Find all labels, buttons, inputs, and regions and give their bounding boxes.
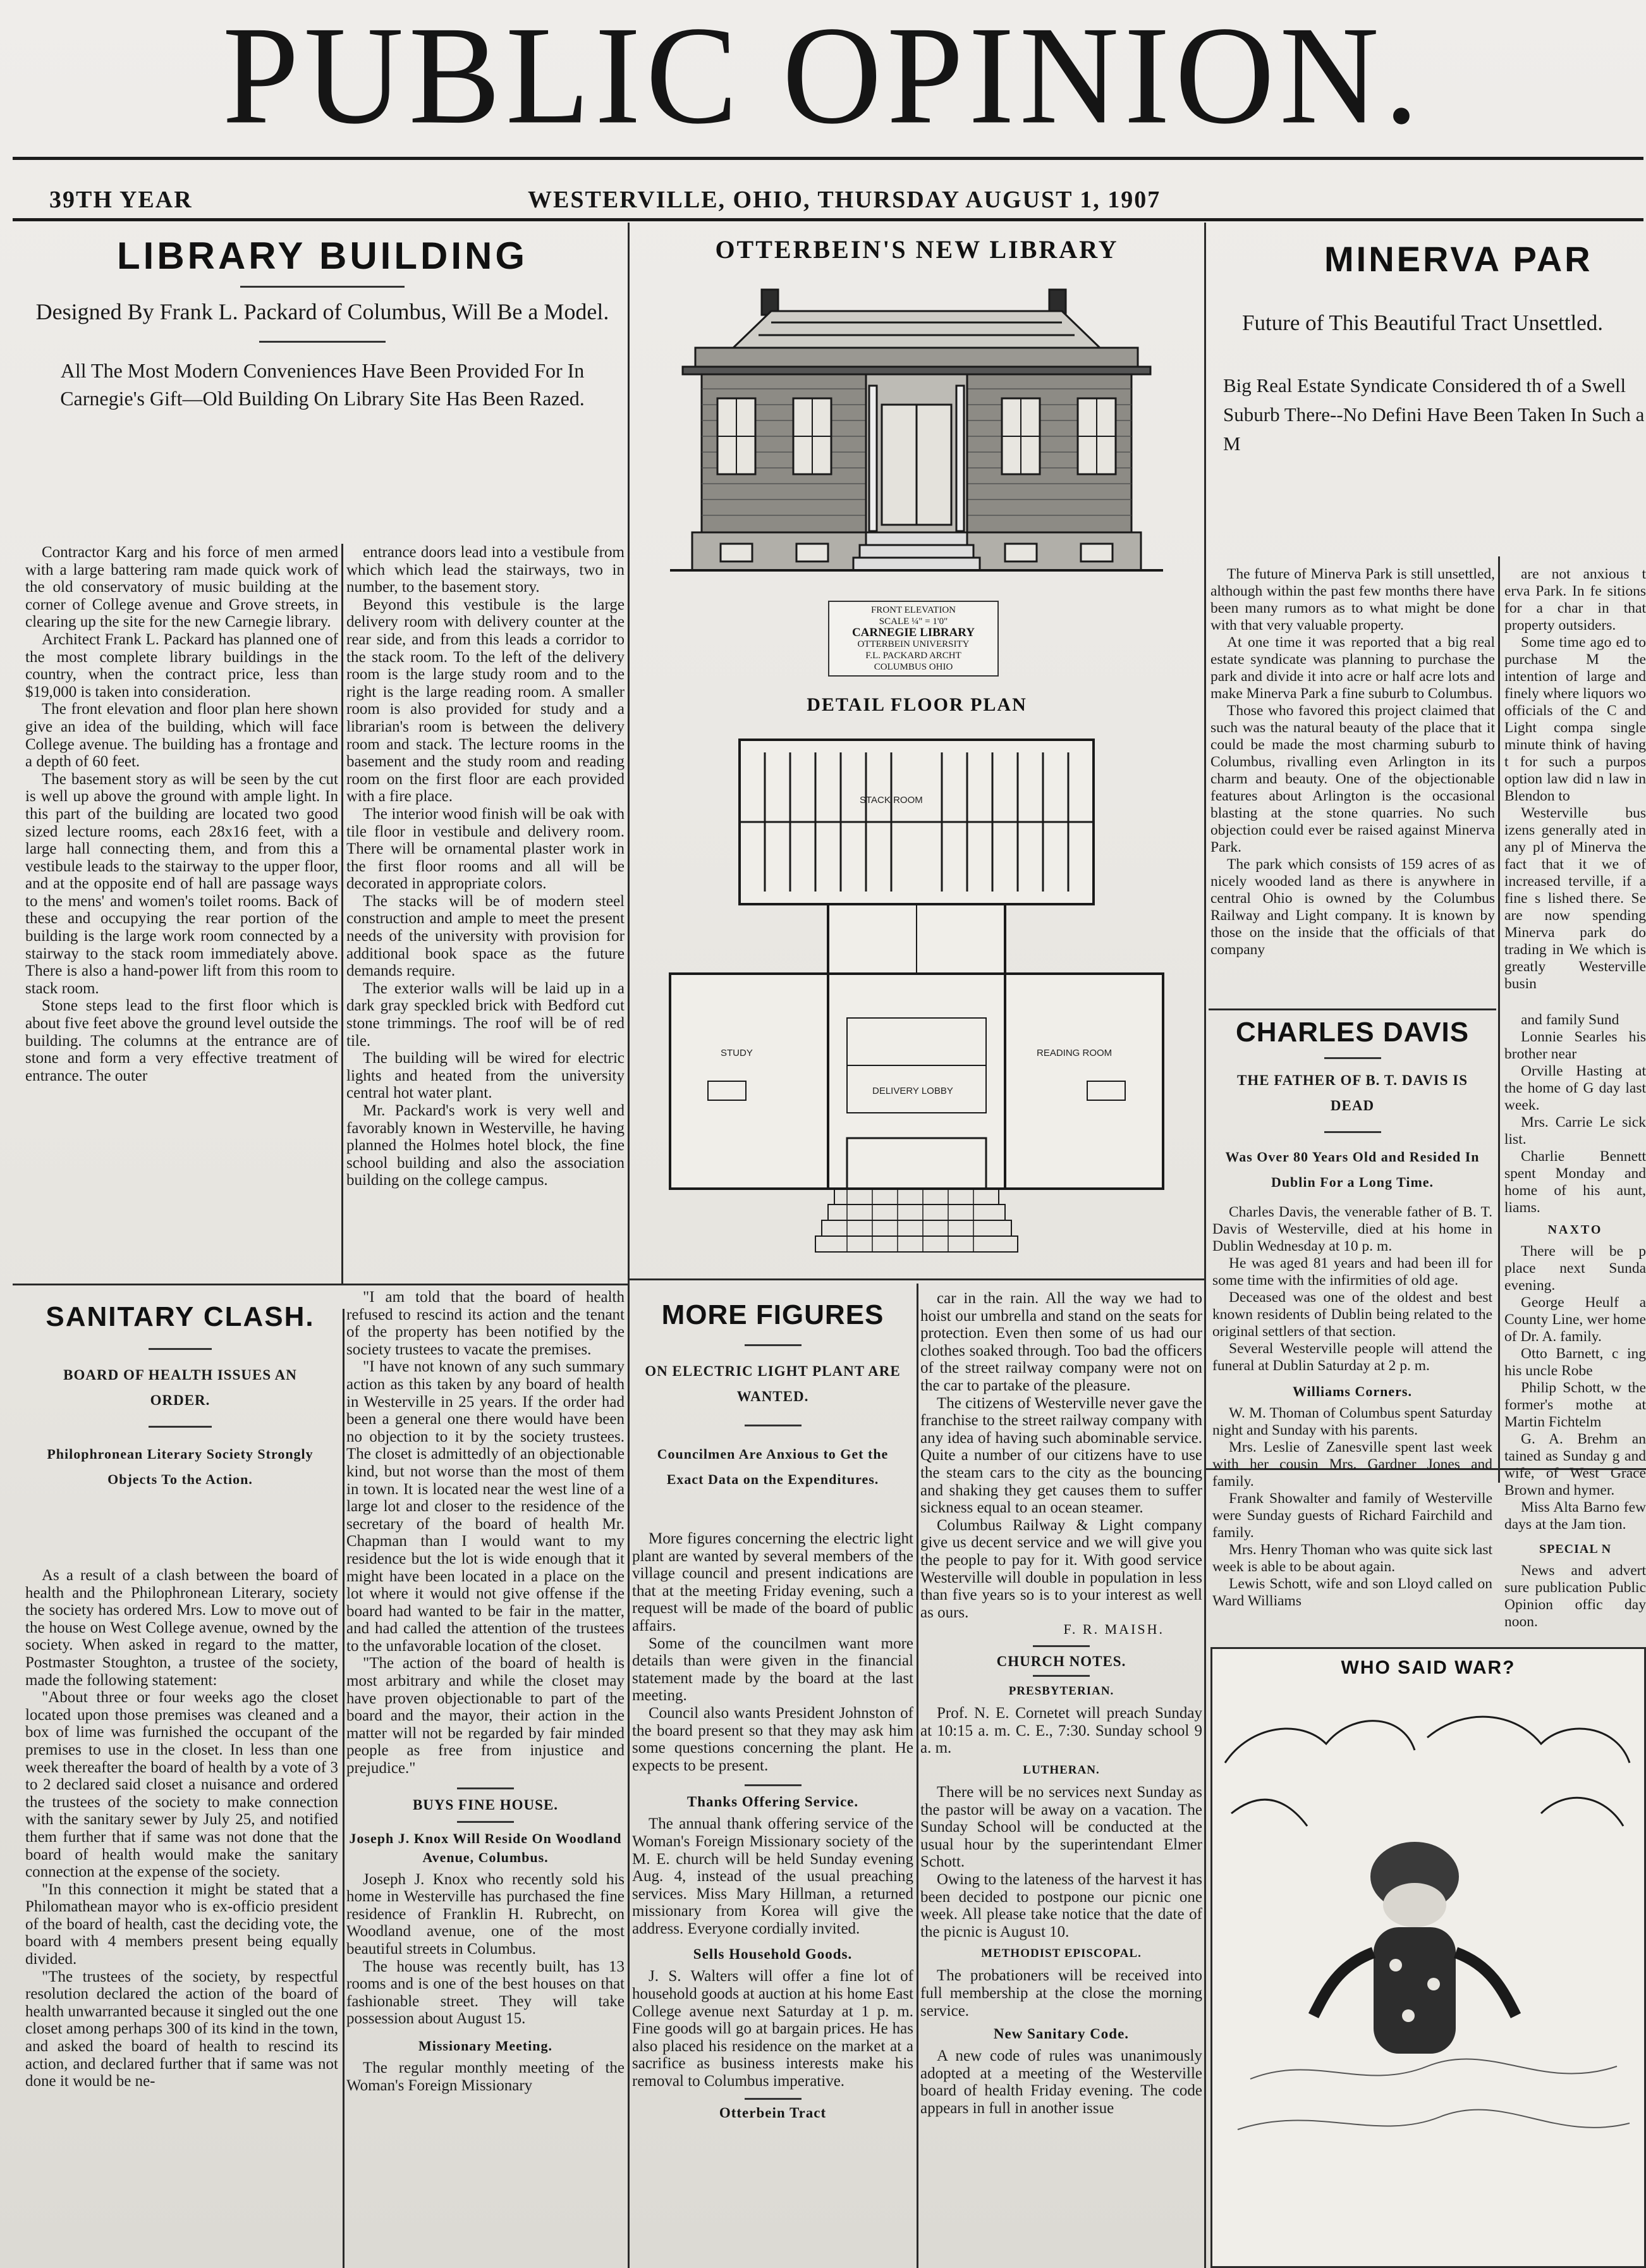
paragraph: Orville Hasting at the home of G day last week. bbox=[1504, 1063, 1646, 1113]
paragraph: Mrs. Carrie Le sick list. bbox=[1504, 1114, 1646, 1148]
cartoon-figure-body bbox=[1374, 1927, 1456, 2054]
cartoon-frame bbox=[1210, 1647, 1646, 2268]
front-elevation-drawing bbox=[657, 278, 1176, 594]
paragraph: Prof. N. E. Cornetet will preach Sunday at 10:15 a. m. C. E., 7:30. Sunday school 9 a. m. bbox=[920, 1705, 1202, 1757]
paragraph: J. S. Walters will offer a fine lot of household goods at auction at his home East College avenue next Saturday at 1 p. m. Fine goods will go at bargain prices. He has also placed his residence on the market at a sacrifice as business interests make his removal to Columbus imperative. bbox=[632, 1968, 913, 2090]
sanitary-code-title: New Sanitary Code. bbox=[993, 2026, 1130, 2042]
paragraph: The house was recently built, has 13 rooms and is one of the best houses on that fashionable street. They will take possession about August 15. bbox=[346, 1958, 625, 2028]
cartoon-illustration bbox=[1212, 1687, 1642, 2256]
elevation-caption bbox=[828, 601, 999, 677]
paragraph: Lonnie Searles his brother near bbox=[1504, 1029, 1646, 1062]
special-notice-title: SPECIAL N bbox=[1539, 1542, 1612, 1556]
sanitary-headline: SANITARY CLASH. bbox=[46, 1301, 315, 1332]
paragraph: G. A. Brehm an tained as Sunday g and wife, of West Grace Brown and hymer. bbox=[1504, 1431, 1646, 1499]
section-divider bbox=[630, 1278, 1204, 1280]
paragraph: Charles Davis, the venerable father of B. T. Davis of Westerville, died at his home in Dublin Wednesday at 10 p. m. bbox=[1212, 1204, 1492, 1254]
divider bbox=[745, 1344, 802, 1346]
otterbein-headline: OTTERBEIN'S NEW LIBRARY bbox=[715, 235, 1119, 264]
divider bbox=[149, 1426, 212, 1428]
paragraph: entrance doors lead into a vestibule from which which lead the stairways, two in number, to the basement story. bbox=[346, 544, 625, 596]
minerva-headline: MINERVA PAR bbox=[1324, 239, 1593, 279]
divider bbox=[745, 2098, 802, 2100]
buys-house-title: BUYS FINE HOUSE. bbox=[412, 1796, 559, 1813]
minerva-column-2 bbox=[1504, 566, 1646, 992]
presbyterian-title: PRESBYTERIAN. bbox=[1008, 1684, 1114, 1698]
paragraph: The stacks will be of modern steel construction and ample to meet the present needs of the university with provision for additional book space as the future demands require. bbox=[346, 892, 625, 980]
paragraph: Some of the councilmen want more details than were given in the financial statement made by the board at the last meeting. bbox=[632, 1634, 913, 1705]
letter-signature: F. R. MAISH. bbox=[1063, 1621, 1164, 1638]
paragraph: The interior wood finish will be oak with tile floor in vestibule and delivery room. There will be ornamental plaster work in the first floor rooms and all will be decorated in appropriate colors. bbox=[346, 805, 625, 893]
davis-headline: CHARLES DAVIS bbox=[1235, 1017, 1470, 1048]
missionary-body bbox=[346, 2059, 625, 2094]
divider bbox=[1033, 1645, 1090, 1647]
column-divider bbox=[628, 223, 630, 2268]
sanitary-column-1 bbox=[25, 1567, 338, 2268]
paragraph: Some time ago ed to purchase M the intention of large and finely where liquors wo officials of the C and Light compa single minute think of having t for such a purpos option law did n law in Blendon to bbox=[1504, 634, 1646, 804]
column-divider bbox=[1498, 556, 1500, 1483]
paragraph: Mr. Packard's work is very well and favorably known in Westerville, he having planned the Holmes hotel block, the fine school building and also the association building on the college campus. bbox=[346, 1102, 625, 1189]
naxton-section-title: NAXTO bbox=[1547, 1223, 1603, 1237]
paragraph: Miss Alta Barno few days at the Jam tion. bbox=[1504, 1499, 1646, 1533]
divider bbox=[240, 286, 405, 288]
paragraph: There will be p place next Sunda evening. bbox=[1504, 1243, 1646, 1294]
newspaper-title: PUBLIC OPINION. bbox=[222, 0, 1424, 154]
caption-line: CARNEGIE LIBRARY bbox=[851, 626, 975, 639]
paragraph: The park which consists of 159 acres of as nicely wooded land as there is anywhere in central Ohio is owned by the Columbus Railway and Light company. It is known by those on the inside that the officials of that company bbox=[1210, 856, 1495, 958]
caption-line: OTTERBEIN UNIVERSITY bbox=[857, 639, 970, 649]
cartoon-title: WHO SAID WAR? bbox=[1341, 1657, 1516, 1678]
methodist-body bbox=[920, 1967, 1202, 2020]
paragraph: "The trustees of the society, by respectful resolution declared the action of the board of health unwarranted because it singled out the one closet among perhaps 300 of its kind in the town, and asked the board of health to rescind its action, and declared further that if same was not done it would be ne- bbox=[25, 1968, 338, 2090]
sanitary-column-2 bbox=[346, 1289, 625, 2268]
church-notes-title: CHURCH NOTES. bbox=[996, 1653, 1126, 1670]
paragraph: Architect Frank L. Packard has planned one of the most complete library buildings in the country, when the contract price, less than $19,000 is taken into consideration. bbox=[25, 630, 338, 701]
paragraph: "The action of the board of health is most arbitrary and while the closet may have proven objectionable to part of the board and the mayor, their action in the matter will not be regarded by fair minded people as free from injustice and prejudice." bbox=[346, 1655, 625, 1777]
divider bbox=[457, 1821, 514, 1823]
missionary-title: Missionary Meeting. bbox=[418, 2037, 553, 2054]
date-place: WESTERVILLE, OHIO, THURSDAY AUGUST 1, 1907 bbox=[528, 187, 1161, 213]
paragraph: Those who favored this project claimed that such was the natural beauty of the place that it could be made the most charming suburb to Columbus, rivalling even Arlington in its charm and beauty. One of the objectionable features about Arlington is the occasional blasting at the stone quarries. No such objection could ever be raised against Minerva Park. bbox=[1210, 702, 1495, 855]
williams-corners-title: Williams Corners. bbox=[1293, 1383, 1412, 1399]
davis-body bbox=[1209, 1204, 1496, 1375]
paragraph: "I am told that the board of health refused to rescind its action and the tenant of the property has been notified by the society trustees to vacate the premises. bbox=[346, 1289, 625, 1358]
paragraph: The future of Minerva Park is still unsettled, although within the past few months there have been many rumors as to what might be done with that very valuable property. bbox=[1210, 566, 1495, 634]
sanitary-deck-2: Philophronean Literary Society Strongly Objects To the Action. bbox=[47, 1446, 314, 1487]
sells-goods-title: Sells Household Goods. bbox=[693, 1946, 853, 1963]
volume-year: 39TH YEAR bbox=[49, 187, 193, 213]
paragraph: Westerville bus izens generally ated in any pl of Minerva the fact that it we of increased terville, if a fine s lished there. Se are now spending Minerva park do trading in We which is greatly Westerville busin bbox=[1504, 805, 1646, 992]
paragraph: Deceased was one of the oldest and best known residents of Dublin being related to the original settlers of that section. bbox=[1212, 1289, 1492, 1340]
paragraph: W. M. Thoman of Columbus spent Saturday night and Sunday with his parents. bbox=[1212, 1405, 1492, 1438]
paragraph: The basement story as will be seen by the cut is well up above the ground with ample light. In this part of the building are located two good sized lecture rooms, each 28x16 feet, with a large hall connecting them, and from this a vestibule leads to the stairway to the upper floor, and at the opposite end of hall are passage ways to the mens' and women's toilet rooms. Back of these and occupying the rear portion of the building is the large work room connected by a stairway to the stack room immediately above. There is also a hand-power lift from this room to stack room. bbox=[25, 770, 338, 997]
masthead bbox=[0, 0, 1646, 158]
minerva-header bbox=[1210, 231, 1646, 566]
lutheran-body bbox=[920, 1784, 1202, 1940]
caption-line: COLUMBUS OHIO bbox=[874, 662, 953, 672]
column-divider bbox=[917, 1284, 918, 2268]
library-deck-2: All The Most Modern Conveniences Have Been Provided For In Carnegie's Gift—Old Building On Library Site Has Been Razed. bbox=[60, 359, 585, 410]
column-divider bbox=[343, 1309, 344, 2268]
paragraph: "In this connection it might be stated that a Philomathean mayor who is ex-officio president of the board of health, cast the deciding vote, the board with 4 members present being equally divided. bbox=[25, 1880, 338, 1968]
paragraph: The probationers will be received into full membership at the close the morning service. bbox=[920, 1967, 1202, 2020]
otterbein-tract-title: Otterbein Tract bbox=[719, 2104, 827, 2121]
methodist-title: METHODIST EPISCOPAL. bbox=[981, 1947, 1142, 1961]
sanitary-header bbox=[19, 1289, 341, 1567]
letter-and-church-column bbox=[920, 1290, 1202, 2268]
presbyterian-body bbox=[920, 1705, 1202, 1757]
paragraph: Owing to the lateness of the harvest it has been decided to postpone our picnic one week. All please take notice that the date of the picnic is August 10. bbox=[920, 1871, 1202, 1940]
buys-house-deck: Joseph J. Knox Will Reside On Woodland Avenue, Columbus. bbox=[349, 1830, 622, 1865]
paragraph: The building will be wired for electric lights and heated from the university central hot water plant. bbox=[346, 1050, 625, 1102]
sanitary-code-body bbox=[920, 2047, 1202, 2117]
paragraph: The exterior walls will be laid up in a dark gray speckled brick with Bedford cut stone trimmings. The roof will be of red tile. bbox=[346, 979, 625, 1050]
library-headline: LIBRARY BUILDING bbox=[117, 235, 528, 277]
plan-label-delivery: DELIVERY LOBBY bbox=[872, 1086, 953, 1096]
paragraph: Columbus Railway & Light company give us decent service and we will give you the people to pay for it. With good service Westerville will double in population in less than five years so is to your interest as well as ours. bbox=[920, 1516, 1202, 1621]
otterbein-header bbox=[631, 231, 1203, 269]
paragraph: News and advert sure publication Public Opinion offic day noon. bbox=[1504, 1562, 1646, 1630]
sanitary-deck-1: BOARD OF HEALTH ISSUES AN ORDER. bbox=[63, 1367, 297, 1408]
figures-deck-1: ON ELECTRIC LIGHT PLANT ARE WANTED. bbox=[645, 1363, 901, 1404]
paragraph: Philip Schott, w the former's mothe at Martin Fichtelm bbox=[1504, 1380, 1646, 1430]
paragraph: Joseph J. Knox who recently sold his home in Westerville has purchased the fine residence of Franklin H. Rubrecht, on Woodland avenue, one of the most beautiful streets in Columbus. bbox=[346, 1870, 625, 1958]
paragraph: Stone steps lead to the first floor which is about five feet above the ground level outside the building. The columns at the entrance are of stone and form a very effective treatment of entrance. The outer bbox=[25, 997, 338, 1084]
paragraph: The citizens of Westerville never gave the franchise to the street railway company with any idea of having such abominable service. Quite a number of our citizens have to use the steam cars to the city as the bouncing and shaking they get causes them to suffer sickness equal to an ocean steamer. bbox=[920, 1394, 1202, 1517]
minerva-deck-1: Future of This Beautiful Tract Unsettled. bbox=[1242, 310, 1603, 335]
thank-offering-body bbox=[632, 1815, 913, 1937]
paragraph: Frank Showalter and family of Westerville were Sunday guests of Richard Fairchild and family. bbox=[1212, 1490, 1492, 1541]
paragraph: George Heulf a County Line, wer home of Dr. A. family. bbox=[1504, 1294, 1646, 1345]
library-column-2 bbox=[346, 544, 625, 1280]
sanitary-continued bbox=[346, 1289, 625, 1777]
davis-article bbox=[1209, 1008, 1496, 1647]
paragraph: A new code of rules was unanimously adopted at a meeting of the Westerville board of health Friday evening. The code appears in full in another issue bbox=[920, 2047, 1202, 2117]
paragraph: Beyond this vestibule is the large delivery room with delivery counter at the rear side, and from this leads a corridor to the stack room. To the left of the delivery room is the large study room and to the right is the large reading room. A smaller room is also provided for study and a librarian's room is between the delivery room and stack. The lecture rooms in the basement and the study room and reading room on the first floor are each provided with a fire place. bbox=[346, 596, 625, 806]
plan-label-stack: STACK ROOM bbox=[860, 795, 923, 806]
lutheran-title: LUTHERAN. bbox=[1023, 1763, 1100, 1777]
paragraph: are not anxious t erva Park. In fe sitions for a char in that property outsiders. bbox=[1504, 566, 1646, 634]
figures-headline: MORE FIGURES bbox=[661, 1299, 884, 1330]
paragraph: Charlie Bennett spent Monday and home of his aunt, liams. bbox=[1504, 1148, 1646, 1216]
paragraph: Lewis Schott, wife and son Lloyd called on Ward Williams bbox=[1212, 1576, 1492, 1609]
plan-label-reading: READING ROOM bbox=[1037, 1048, 1113, 1058]
davis-deck-2: Was Over 80 Years Old and Resided In Dublin For a Long Time. bbox=[1225, 1149, 1480, 1190]
caption-line: SCALE ¼" = 1'0" bbox=[879, 616, 948, 627]
paragraph: The annual thank offering service of the Woman's Foreign Missionary society of the M. E. church will be held Sunday evening Aug. 4, instead of the usual preaching services. Miss Mary Hillman, a returned missionary from Korea will give the address. Everyone cordially invited. bbox=[632, 1815, 913, 1937]
local-notes-column bbox=[1504, 1012, 1646, 1630]
floor-plan-drawing bbox=[657, 727, 1176, 1271]
caption-line: F.L. PACKARD ARCHT bbox=[865, 651, 961, 661]
plan-label-study: STUDY bbox=[721, 1048, 753, 1058]
paragraph: He was aged 81 years and had been ill for some time with the infirmities of old age. bbox=[1212, 1255, 1492, 1289]
paragraph: The regular monthly meeting of the Woman's Foreign Missionary bbox=[346, 2059, 625, 2094]
paragraph: Contractor Karg and his force of men armed with a large battering ram made quick work of the old conservatory of music building at the corner of College avenue and Grove streets, in clearing up the site for the new Carnegie library. bbox=[25, 544, 338, 631]
floor-plan-heading: DETAIL FLOOR PLAN bbox=[807, 694, 1027, 715]
paragraph: As a result of a clash between the board of health and the Philophronean Literary, society the society has ordered Mrs. Low to move out of the house on West College avenue, owned by the society. When asked in regard to the matter, Postmaster Stoughton, a trustee of the society, made the following statement: bbox=[25, 1567, 338, 1689]
divider bbox=[745, 1425, 802, 1426]
divider bbox=[1324, 1131, 1381, 1133]
dateline-rule bbox=[13, 218, 1643, 221]
divider bbox=[259, 341, 386, 343]
paragraph: "I have not known of any such summary action as this taken by any board of health in Westerville in 25 years. If the order had been a general one there would have been no objection to it by the society trustees. The closet is admittedly of an objectionable kind, but not worse than the most of them in town. It is located near the west line of a large lot and closer to the residence of the secretary of the board of health Mr. Chapman than I would want to my residence but the lot is wide enough that it might have been located in a place on the lot where it would not give offense if the board had wanted to be fair in the matter, and had called the attention of the trustees to the unfavorable location of the closet. bbox=[346, 1358, 625, 1655]
dateline bbox=[0, 182, 1646, 220]
library-article-header bbox=[19, 228, 626, 550]
paragraph: and family Sund bbox=[1521, 1012, 1619, 1028]
letter-body bbox=[920, 1290, 1202, 1621]
library-column-1 bbox=[25, 544, 338, 1280]
divider bbox=[745, 1784, 802, 1786]
buys-house-body bbox=[346, 1871, 625, 2028]
thank-offering-title: Thanks Offering Service. bbox=[686, 1794, 859, 1810]
paragraph: Several Westerville people will attend the funeral at Dublin Saturday at 2 p. m. bbox=[1212, 1340, 1492, 1374]
paragraph: car in the rain. All the way we had to hoist our umbrella and stand on the seats for protection. Even then some of us had our clothes soaked through. Too bad the officers of the street railway company were not on the car to partake of the pleasure. bbox=[920, 1290, 1202, 1394]
williams-corners-body bbox=[1209, 1405, 1496, 1610]
paragraph: The front elevation and floor plan here shown give an idea of the building, which will face College avenue. The building has a frontage and a depth of 60 feet. bbox=[25, 701, 338, 771]
figures-deck-2: Councilmen Are Anxious to Get the Exact Data on the Expenditures. bbox=[657, 1446, 889, 1487]
paragraph: Council also wants President Johnston of the board present so that they may ask him some questions concerning the plant. He expects to be present. bbox=[632, 1704, 913, 1774]
davis-deck-1: THE FATHER OF B. T. DAVIS IS DEAD bbox=[1237, 1072, 1468, 1113]
divider bbox=[149, 1348, 212, 1350]
divider bbox=[1033, 1675, 1090, 1677]
paragraph: "About three or four weeks ago the closet located upon those premises was cleaned and a box of lime was furnished the occupant of the premises to use in the closet. In less than one week thereafter the board of health by a vote of 3 to 2 declared said closet a nuisance and ordered the trustees of the society to make connection with the sanitary sewer by July 25, and notified them further that if same was not done that the board of health would make the sanitary connection at the expense of the society. bbox=[25, 1689, 338, 1881]
divider bbox=[1324, 1057, 1381, 1059]
caption-line: FRONT ELEVATION bbox=[870, 605, 956, 615]
paragraph: Mrs. Henry Thoman who was quite sick last week is able to be about again. bbox=[1212, 1542, 1492, 1575]
floor-plan-title bbox=[631, 689, 1203, 721]
paragraph: Mrs. Leslie of Zanesville spent last week with her cousin Mrs. Gardner Jones and family. bbox=[1212, 1439, 1492, 1490]
paragraph: More figures concerning the electric light plant are wanted by several members of the village council and present indications are that at the meeting Friday evening, such a request will be made of the board of public affairs. bbox=[632, 1530, 913, 1634]
sells-goods-body bbox=[632, 1968, 913, 2090]
section-divider bbox=[13, 1284, 628, 1285]
paragraph: Otto Barnett, c ing his uncle Robe bbox=[1504, 1345, 1646, 1379]
library-deck-1: Designed By Frank L. Packard of Columbus, Will Be a Model. bbox=[35, 299, 609, 324]
minerva-deck-2: Big Real Estate Syndicate Considered th of a Swell Suburb There--No Defini Have Been Taken In Such a M bbox=[1223, 374, 1645, 455]
divider bbox=[457, 1787, 514, 1789]
figures-body bbox=[632, 1530, 913, 1774]
paragraph: There will be no services next Sunday as the pastor will be away on a vacation. The Sunday School will be conducted at the usual hour by the superintendant Elmer Schott. bbox=[920, 1784, 1202, 1871]
more-figures-article bbox=[632, 1290, 913, 2268]
masthead-rule bbox=[13, 157, 1643, 160]
paragraph: At one time it was reported that a big real estate syndicate was planning to purchase the park and divide it into acre or half acre lots and make Minerva Park a fine suburb to Columbus. bbox=[1210, 634, 1495, 702]
column-divider bbox=[1204, 223, 1206, 2268]
column-divider bbox=[341, 544, 343, 1284]
